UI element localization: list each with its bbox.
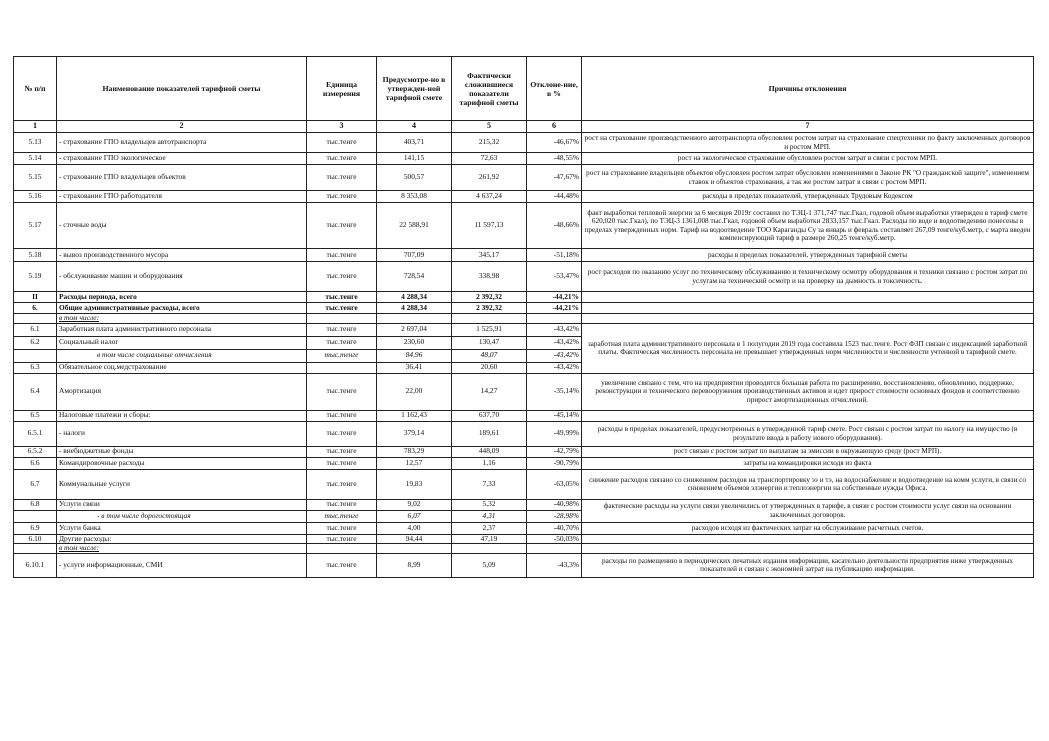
row-reason: рост на экологическое страхование обусловлен ростом затрат в связи с ростом МРП. [582, 153, 1034, 165]
row-name: - вывоз производственного мусора [57, 249, 307, 262]
row-name: Амортизация [57, 373, 307, 410]
row-deviation: -48,55% [527, 153, 582, 165]
col-number: 2 [57, 121, 307, 133]
row-unit: тыс.тенге [307, 292, 377, 303]
row-deviation: -44,21% [527, 303, 582, 314]
row-name: - страхование ГПО владельцев автотранспорта [57, 133, 307, 153]
row-planned [377, 544, 452, 554]
row-planned: 36,41 [377, 362, 452, 373]
row-actual: 345,17 [452, 249, 527, 262]
row-deviation: -49,99% [527, 421, 582, 446]
row-reason: факт выработки тепловой энергии за 6 месяцев 2019г составил по ТЭЦ-1 371,747 тыс.Гкал, годовой объем выработки утвержден в тариф смете 620,020 тыс.Гкал), по ТЭЦ-3 1361,008 тыс.Гкал, годовой объем выработки 2833,157 тыс.Гкал. Расходы по воде и водоотведению понесены в пределах утвержденных норм. Тариф на водоотведение ТОО Караганды Су за январь и февраль составляет 267,09 тенге/куб.метр, с марта введен компенсирующий тариф в размере 260,25 тенге/куб.метр. [582, 203, 1034, 249]
row-name: в том числе социальные отчисления [57, 349, 307, 362]
row-name: Расходы периода, всего [57, 292, 307, 303]
row-unit [307, 362, 377, 373]
row-deviation: -43,42% [527, 349, 582, 362]
row-actual: 130,47 [452, 336, 527, 349]
col-number: 4 [377, 121, 452, 133]
row-num: 6.1 [14, 323, 57, 336]
row-name: в том числе: [57, 314, 307, 324]
table-row [14, 165, 1034, 191]
table-row [14, 262, 1034, 292]
row-num: 6.10.1 [14, 553, 57, 577]
row-actual: 47,19 [452, 534, 527, 544]
row-reason: расходы в пределах показателей, утвержденных тарифной сметы [582, 249, 1034, 262]
row-unit: тыс.тенге [307, 133, 377, 153]
row-unit: тыс.тенге [307, 165, 377, 191]
table-row [14, 446, 1034, 457]
row-unit: тыс.тенге [307, 323, 377, 336]
row-deviation: -90,79% [527, 457, 582, 469]
row-deviation: -51,18% [527, 249, 582, 262]
row-deviation: -28,98% [527, 510, 582, 522]
row-planned: 6,07 [377, 510, 452, 522]
table-row [14, 314, 1034, 324]
row-actual: 4 637,24 [452, 191, 527, 203]
tariff-table [13, 56, 1034, 578]
row-name: Услуги банка [57, 522, 307, 534]
row-unit: тыс.тенге [307, 410, 377, 421]
row-planned: 19,83 [377, 469, 452, 499]
row-reason [582, 292, 1034, 303]
row-deviation: -43,42% [527, 323, 582, 336]
row-actual: 637,70 [452, 410, 527, 421]
row-deviation: -46,67% [527, 133, 582, 153]
row-deviation: -42,79% [527, 446, 582, 457]
row-unit: тыс.тенге [307, 553, 377, 577]
row-unit: тыс.тенге [307, 336, 377, 349]
row-name: Общие административные расходы, всего [57, 303, 307, 314]
row-reason: расходы в пределах показателей, утвержденных Трудовым Кодексом [582, 191, 1034, 203]
row-deviation: -50,03% [527, 534, 582, 544]
row-name: - страхование ГПО владельцев объектов [57, 165, 307, 191]
row-num: 5.19 [14, 262, 57, 292]
row-planned: 230,60 [377, 336, 452, 349]
col-number: 5 [452, 121, 527, 133]
row-unit: тыс.тенге [307, 457, 377, 469]
row-num: 6.3 [14, 362, 57, 373]
row-deviation: -63,05% [527, 469, 582, 499]
row-actual: 72,63 [452, 153, 527, 165]
table-row [14, 303, 1034, 314]
row-num: 6.5.2 [14, 446, 57, 457]
row-name: Коммунальные услуги [57, 469, 307, 499]
row-actual [452, 314, 527, 324]
row-deviation [527, 544, 582, 554]
row-num: 6.4 [14, 373, 57, 410]
row-actual: 1 525,91 [452, 323, 527, 336]
row-num: 6.9 [14, 522, 57, 534]
table-row [14, 410, 1034, 421]
row-unit: тыс.тенге [307, 203, 377, 249]
row-deviation: -43,42% [527, 362, 582, 373]
row-num: 5.15 [14, 165, 57, 191]
row-reason [582, 534, 1034, 544]
row-actual: 5,09 [452, 553, 527, 577]
row-name: Услуги связи [57, 499, 307, 510]
header-num: № п/п [14, 57, 57, 121]
row-planned: 12,57 [377, 457, 452, 469]
row-num: 6.5.1 [14, 421, 57, 446]
row-reason [582, 314, 1034, 324]
row-planned: 403,71 [377, 133, 452, 153]
table-row [14, 469, 1034, 499]
row-deviation: -53,47% [527, 262, 582, 292]
row-unit: тыс.тенге [307, 153, 377, 165]
row-reason: снижение расходов связано со снижением расходов на транспортировку ээ и тэ, на водоснабжение и водоотведение на комм услуги, в связи со снижением объемов элэнергии и теплоэнергии на собственные нужды Офиса. [582, 469, 1034, 499]
row-reason [582, 303, 1034, 314]
header-reasons: Причины отклонения [582, 57, 1034, 121]
row-planned: 2 697,04 [377, 323, 452, 336]
row-num [14, 314, 57, 324]
row-reason: расходы в пределах показателей, предусмотренных в утвержденной тариф смете. Рост связан с ростом затрат по налогу на имущество (в результате ввода в работу нового оборудования). [582, 421, 1034, 446]
row-name: - налоги [57, 421, 307, 446]
row-name: - сточные воды [57, 203, 307, 249]
row-num: 5.14 [14, 153, 57, 165]
row-deviation: -44,48% [527, 191, 582, 203]
row-deviation: -40,98% [527, 499, 582, 510]
header-unit: Единица измерения [307, 57, 377, 121]
row-name: Другие расходы: [57, 534, 307, 544]
tariff-estimate-sheet [13, 56, 1033, 578]
table-header-row [14, 57, 1034, 121]
row-planned: 8,99 [377, 553, 452, 577]
row-planned: 379,14 [377, 421, 452, 446]
row-num: 6.2 [14, 336, 57, 349]
table-row [14, 373, 1034, 410]
row-actual: 448,09 [452, 446, 527, 457]
row-reason: увеличение связано с тем, что на предприятии проводится большая работа по расширению, восстановлению, обновлению, поддержке, реконструкции и технического перевооружения производственных активов и идет прирост стоимости основных фондов и соответственно прирост амортизационных отчислений. [582, 373, 1034, 410]
row-unit: тыс.тенге [307, 522, 377, 534]
row-unit: тыс.тенге [307, 469, 377, 499]
row-actual: 48,07 [452, 349, 527, 362]
row-actual: 11 597,13 [452, 203, 527, 249]
row-deviation: -43,42% [527, 336, 582, 349]
row-num: II [14, 292, 57, 303]
row-deviation: -47,67% [527, 165, 582, 191]
row-planned [377, 314, 452, 324]
row-name: Обязательное соц.медстрахование [57, 362, 307, 373]
row-unit: тыс.тенге [307, 534, 377, 544]
row-unit: тыс.тенге [307, 446, 377, 457]
row-planned: 9,02 [377, 499, 452, 510]
header-actual: Фактически сложившиеся показатели тарифной сметы [452, 57, 527, 121]
row-name: - обслуживание машин и оборудования [57, 262, 307, 292]
row-planned: 728,54 [377, 262, 452, 292]
row-deviation [527, 314, 582, 324]
row-name: Командировочные расходы [57, 457, 307, 469]
row-unit: тыс.тенге [307, 262, 377, 292]
table-row [14, 534, 1034, 544]
row-planned: 84,96 [377, 349, 452, 362]
row-reason: заработная плата административного персонала в 1 полугодии 2019 года составила 1523 тыс.тенге. Рост ФЗП связан с индексацией заработной платы. Фактическая численность персонала не превышает утвержденных норм численности и численности учтенной в тарифной смете. [582, 323, 1034, 373]
table-row [14, 499, 1034, 510]
row-reason: расходы по размещению в периодических печатных издания информации, касательно деятельности предприятия ниже утвержденных показателей и связан с экономией затрат на публикацию информации. [582, 553, 1034, 577]
row-unit: тыс.тенге [307, 421, 377, 446]
row-planned: 707,09 [377, 249, 452, 262]
row-unit: тыс.тенге [307, 191, 377, 203]
row-deviation: -43,3% [527, 553, 582, 577]
table-row [14, 153, 1034, 165]
table-row [14, 544, 1034, 554]
row-deviation: -48,66% [527, 203, 582, 249]
row-reason: рост на страхование владельцев объектов обусловлен ростом затрат обусловлен изменениями в Законе РК "О гражданской защите", изменением ставок и объектов страхования, а так же ростом затрат в связи с ростом МРП. [582, 165, 1034, 191]
row-planned: 141,15 [377, 153, 452, 165]
row-name: - в том числе дорогостоящая [57, 510, 307, 522]
row-reason: рост расходов по оказанию услуг по техническому обслуживанию и техническому осмотру оборудования и техники связано с ростом затрат по услугам на технический осмотр и на проверку на дымность и токсичность. [582, 262, 1034, 292]
col-number: 7 [582, 121, 1034, 133]
row-actual: 7,33 [452, 469, 527, 499]
row-actual: 2,37 [452, 522, 527, 534]
row-num [14, 349, 57, 362]
table-row [14, 203, 1034, 249]
row-reason [582, 544, 1034, 554]
row-planned: 783,29 [377, 446, 452, 457]
row-unit: тыс.тенге [307, 349, 377, 362]
row-num: 5.18 [14, 249, 57, 262]
table-row [14, 323, 1034, 336]
row-planned: 4 288,34 [377, 303, 452, 314]
row-planned: 94,44 [377, 534, 452, 544]
row-deviation: -45,14% [527, 410, 582, 421]
row-deviation: -44,21% [527, 292, 582, 303]
row-name: - внебюджетные фонды [57, 446, 307, 457]
row-actual: 2 392,32 [452, 303, 527, 314]
row-unit: тыс.тенге [307, 499, 377, 510]
header-name: Наименование показателей тарифной сметы [57, 57, 307, 121]
row-num: 5.16 [14, 191, 57, 203]
row-name: Заработная плата административного персонала [57, 323, 307, 336]
row-name: - услуги информационные, СМИ [57, 553, 307, 577]
row-num: 6.6 [14, 457, 57, 469]
row-reason: фактические расходы на услуги связи увеличились от утвержденных в тарифе, в связи с ростом стоимости услуг связи на основании заключенных договоров. [582, 499, 1034, 522]
row-num: 5.17 [14, 203, 57, 249]
table-row [14, 292, 1034, 303]
row-num: 5.13 [14, 133, 57, 153]
row-actual [452, 544, 527, 554]
row-unit [307, 314, 377, 324]
row-reason [582, 410, 1034, 421]
row-planned: 500,57 [377, 165, 452, 191]
row-name: - страхование ГПО работодателя [57, 191, 307, 203]
row-name: - страхование ГПО экологическое [57, 153, 307, 165]
row-num: 6.8 [14, 499, 57, 510]
row-reason: рост на страхование производственного автотранспорта обусловлен ростом затрат на страхование спецтехники по факту заключенных договоров и ростом МРП. [582, 133, 1034, 153]
row-actual: 4,31 [452, 510, 527, 522]
row-deviation: -40,70% [527, 522, 582, 534]
row-actual: 189,61 [452, 421, 527, 446]
row-name: в том числе: [57, 544, 307, 554]
table-row [14, 191, 1034, 203]
header-deviation: Отклоне-ние, в % [527, 57, 582, 121]
row-unit: тыс.тенге [307, 303, 377, 314]
row-num: 6.5 [14, 410, 57, 421]
row-planned: 1 162,43 [377, 410, 452, 421]
row-num [14, 544, 57, 554]
row-planned: 4 288,34 [377, 292, 452, 303]
row-reason: рост связан с ростом затрат по выплатам за эмиссии в окружающую среду (рост МРП). [582, 446, 1034, 457]
row-actual: 14,27 [452, 373, 527, 410]
row-num [14, 510, 57, 522]
col-number: 3 [307, 121, 377, 133]
row-actual: 1,16 [452, 457, 527, 469]
row-num: 6. [14, 303, 57, 314]
row-actual: 20,60 [452, 362, 527, 373]
table-row [14, 249, 1034, 262]
row-unit [307, 544, 377, 554]
row-planned: 8 353,08 [377, 191, 452, 203]
row-actual: 261,92 [452, 165, 527, 191]
row-num: 6.7 [14, 469, 57, 499]
row-planned: 22,00 [377, 373, 452, 410]
table-row [14, 421, 1034, 446]
col-number: 1 [14, 121, 57, 133]
row-name: Налоговые платежи и сборы: [57, 410, 307, 421]
row-unit: тыс.тенге [307, 249, 377, 262]
row-unit: тыс.тенге [307, 373, 377, 410]
row-actual: 5,32 [452, 499, 527, 510]
col-number: 6 [527, 121, 582, 133]
table-row [14, 553, 1034, 577]
row-actual: 338,98 [452, 262, 527, 292]
row-actual: 2 392,32 [452, 292, 527, 303]
row-unit: тыс.тенге [307, 510, 377, 522]
column-number-row [14, 121, 1034, 133]
row-planned: 4,00 [377, 522, 452, 534]
row-deviation: -35,14% [527, 373, 582, 410]
row-reason: затраты на командировки исходя из факта [582, 457, 1034, 469]
row-name: Социальный налог [57, 336, 307, 349]
table-row [14, 457, 1034, 469]
row-actual: 215,32 [452, 133, 527, 153]
table-row [14, 522, 1034, 534]
row-reason: расходов исходя из фактических затрат на обслуживание расчетных счетов. [582, 522, 1034, 534]
row-num: 6.10 [14, 534, 57, 544]
table-row [14, 133, 1034, 153]
row-planned: 22 588,91 [377, 203, 452, 249]
header-planned: Предусмотре-но в утвержден-ной тарифной смете [377, 57, 452, 121]
